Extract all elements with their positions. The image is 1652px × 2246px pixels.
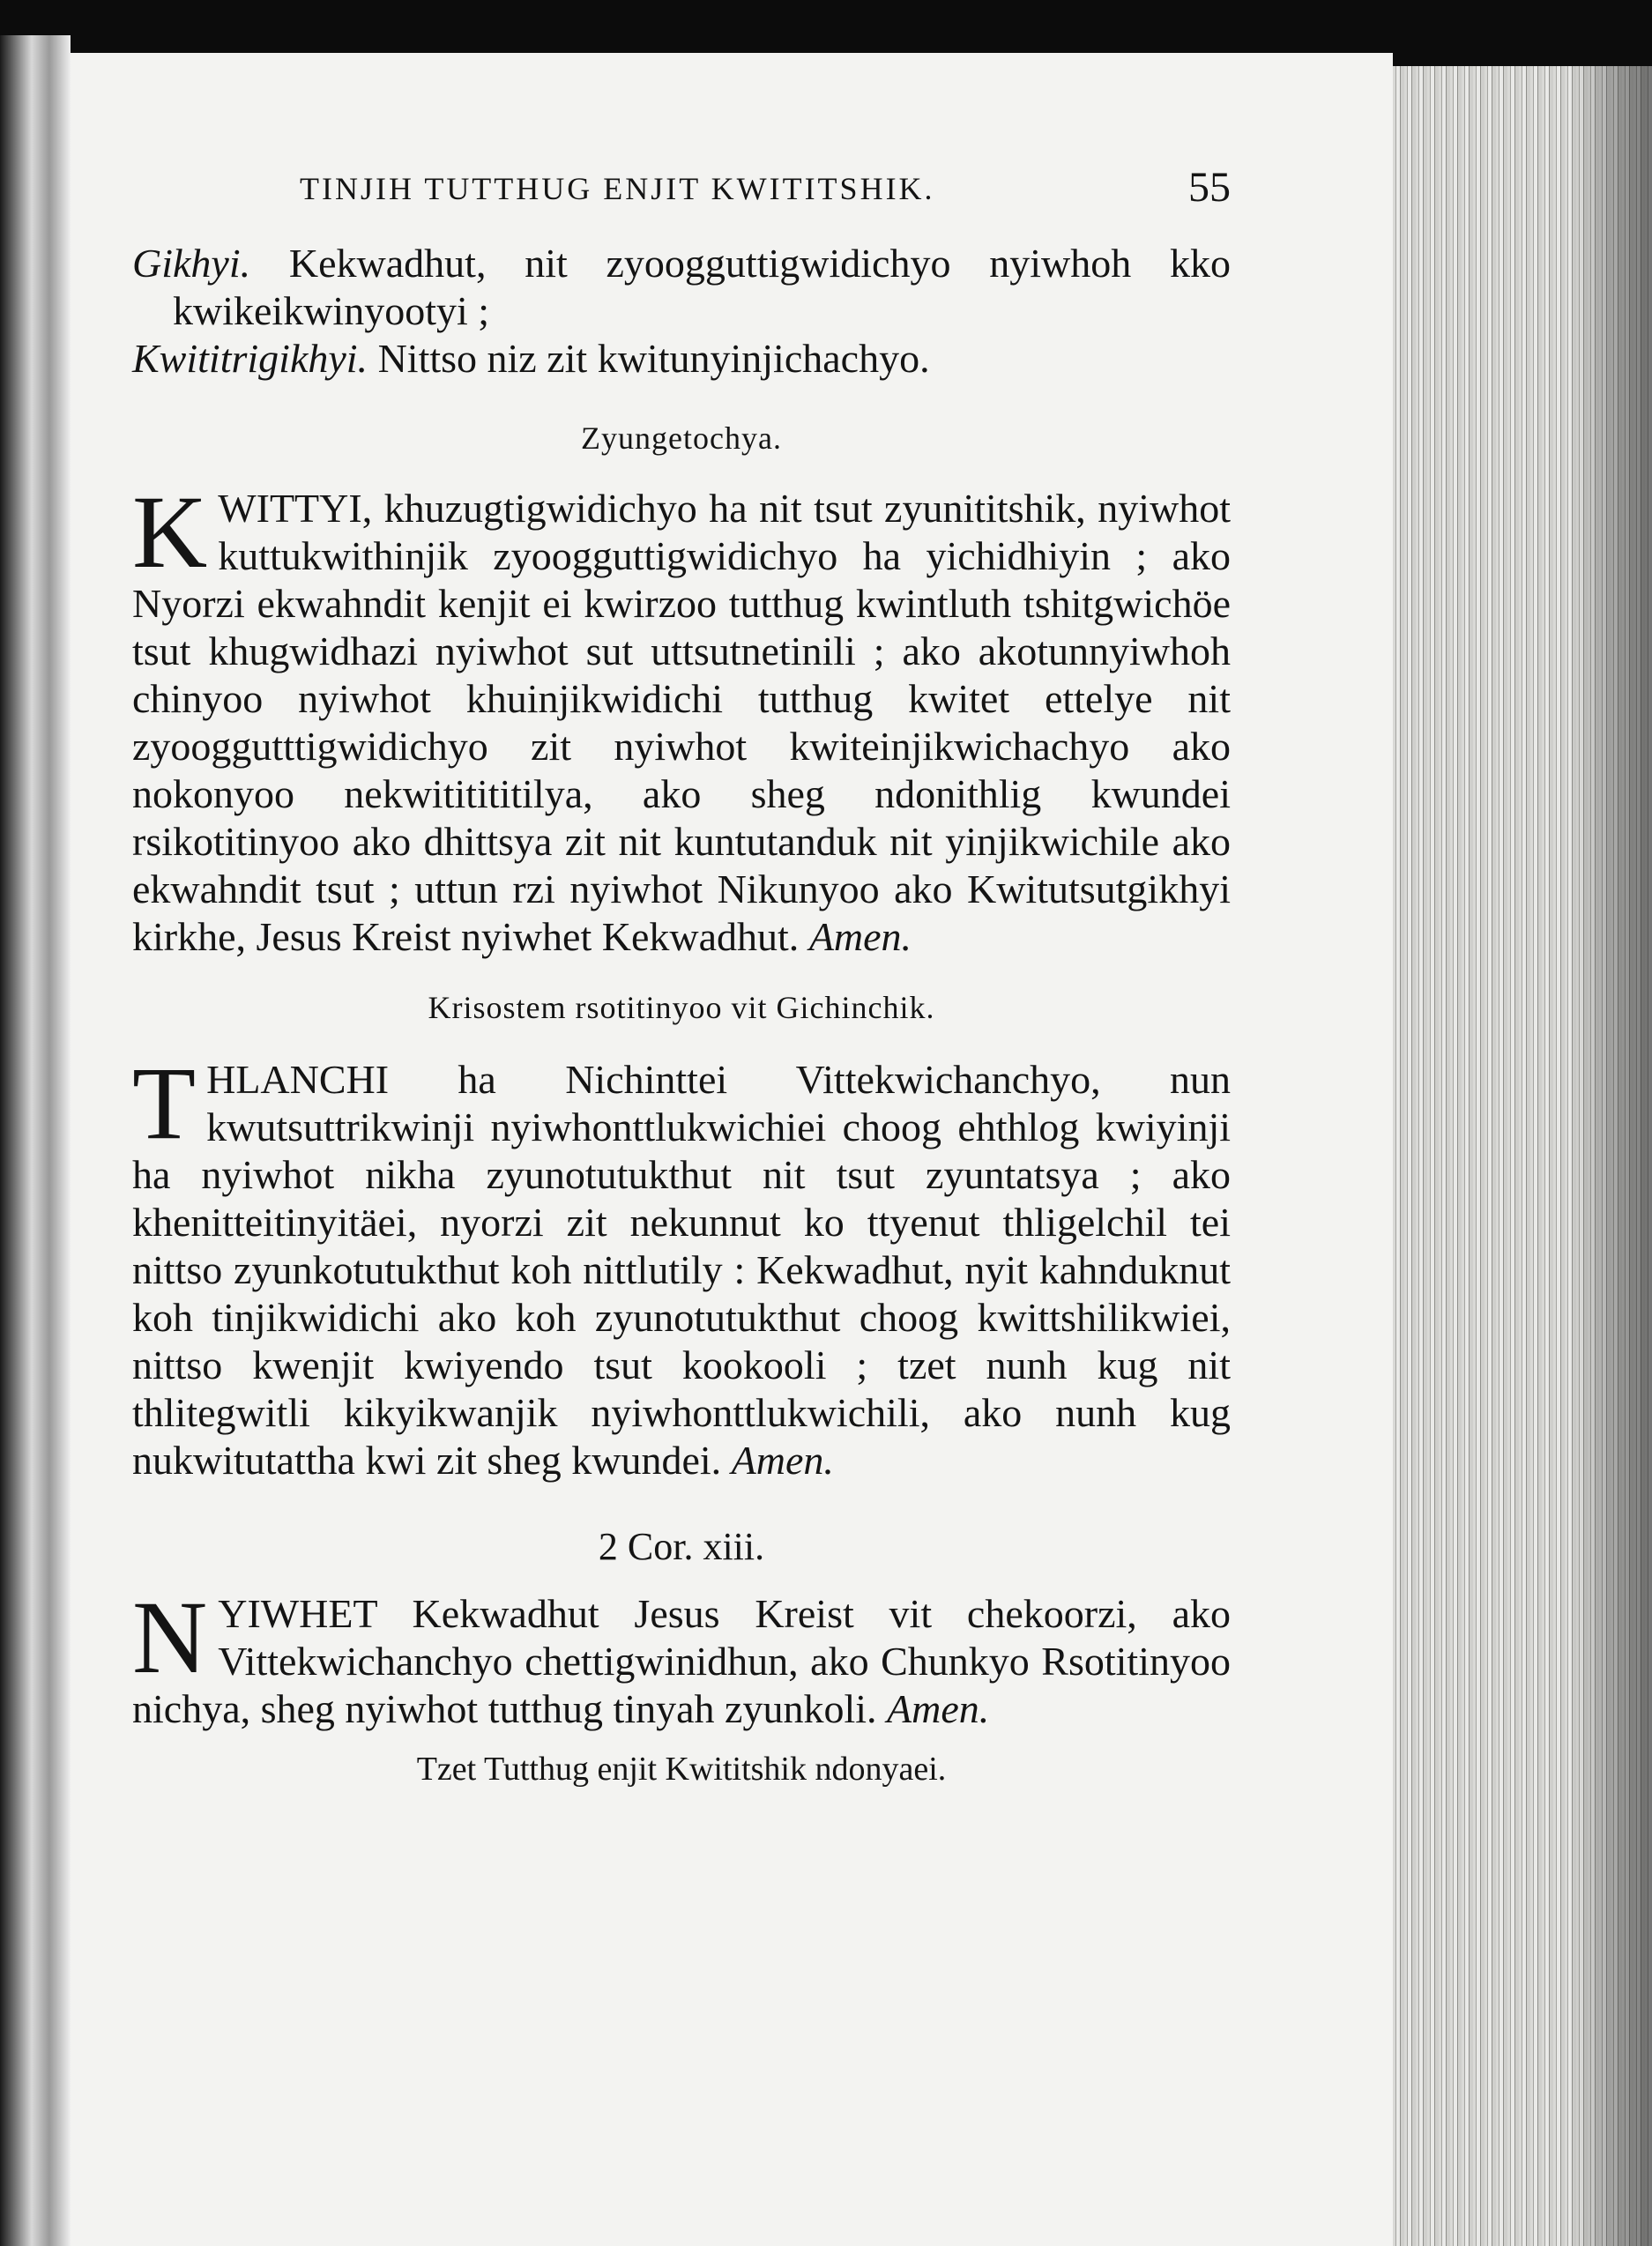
prayer-paragraph — [132, 474, 1231, 961]
amen: Amen. — [808, 914, 912, 959]
prayer-paragraph — [132, 1580, 1231, 1733]
page-number: 55 — [1188, 164, 1231, 211]
drop-cap: N — [132, 1580, 208, 1695]
versicle — [132, 335, 1231, 383]
versicle-speaker: Kwititrigikhyi. — [132, 336, 368, 381]
section-heading: Zyungetochya. — [581, 420, 782, 456]
drop-cap: T — [132, 1045, 197, 1161]
versicle-speaker: Gikhyi. — [132, 241, 251, 286]
page-edges-shadow — [1569, 66, 1652, 2246]
section-heading: Krisostem rsotitinyoo vit Gichinchik. — [428, 990, 935, 1025]
section-heading: 2 Cor. xiii. — [598, 1525, 765, 1568]
drop-cap: K — [132, 474, 208, 590]
running-head: TINJIH TUTTHUG ENJIT KWITITSHIK. — [300, 171, 935, 206]
amen: Amen. — [887, 1686, 990, 1731]
versicle-text: Kekwadhut, nit zyoogguttigwidichyo nyiwhoh kko kwikeikwinyootyi ; — [173, 241, 1231, 333]
prayer-text: HLANCHI ha Nichinttei Vittekwichanchyo, nun kwutsuttrikwinji nyiwhonttlukwichiei choog ehthlog kwiyinji ha nyiwhot nikha zyunotutukthut nit tsut zyuntatsya ; ako khenitteitinyitäei, nyorzi zit nekunnut ko ttyenut thligelchil tei nittso zyunkotutukthut koh nittlutily : Kekwadhut, nyit kahnduknut koh tinjikwidichi ako koh zyunotutukthut choog kwittshilikwiei, nittso kwenjit kwiyendo tsut kookooli ; tzet nunh kug nit thlitegwitli kikyikwanjik nyiwhonttlukwichili, ako nunh kug nukwitutattha kwi zit sheg kwundei. — [132, 1057, 1231, 1483]
prayer-text: WITTYI, khuzugtigwidichyo ha nit tsut zyunititshik, nyiwhot kuttukwithinjik zyoogguttigwidichyo ha yichidhiyin ; ako Nyorzi ekwahndit kenjit ei kwirzoo tutthug kwintluth tshitgwichöe tsut khugwidhazi nyiwhot sut uttsutnetinili ; ako akotunnyiwhoh chinyoo nyiwhot khuinjikwidichi tutthug kwitet ettelye nit zyooggutttigwidichyo zit nyiwhot kwiteinjikwichachyo ako nokonyoo nekwititititilya, ako sheg ndonithlig kwundei rsikotitinyoo ako dhittsya zit nit kuntutanduk nit yinjikwichile ako ekwahndit tsut ; uttun rzi nyiwhot Nikunyoo ako Kwitutsutgikhyi kirkhe, Jesus Kreist nyiwhet Kekwadhut. — [132, 486, 1231, 959]
page-content — [132, 240, 1231, 1793]
amen: Amen. — [731, 1438, 834, 1483]
versicle — [132, 240, 1231, 335]
versicle-text: Nittso niz zit kwitunyinjichachyo. — [368, 336, 930, 381]
prayer-paragraph — [132, 1045, 1231, 1484]
page-header — [300, 163, 1231, 216]
book-gutter — [0, 35, 71, 2246]
prayer-text: YIWHET Kekwadhut Jesus Kreist vit chekoorzi, ako Vittekwichanchyo chettigwinidhun, ako Chunkyo Rsotitinyoo nichya, sheg nyiwhot tutthug tinyah zyunkoli. — [132, 1591, 1231, 1731]
closing-line: Tzet Tutthug enjit Kwititshik ndonyaei. — [416, 1751, 947, 1788]
